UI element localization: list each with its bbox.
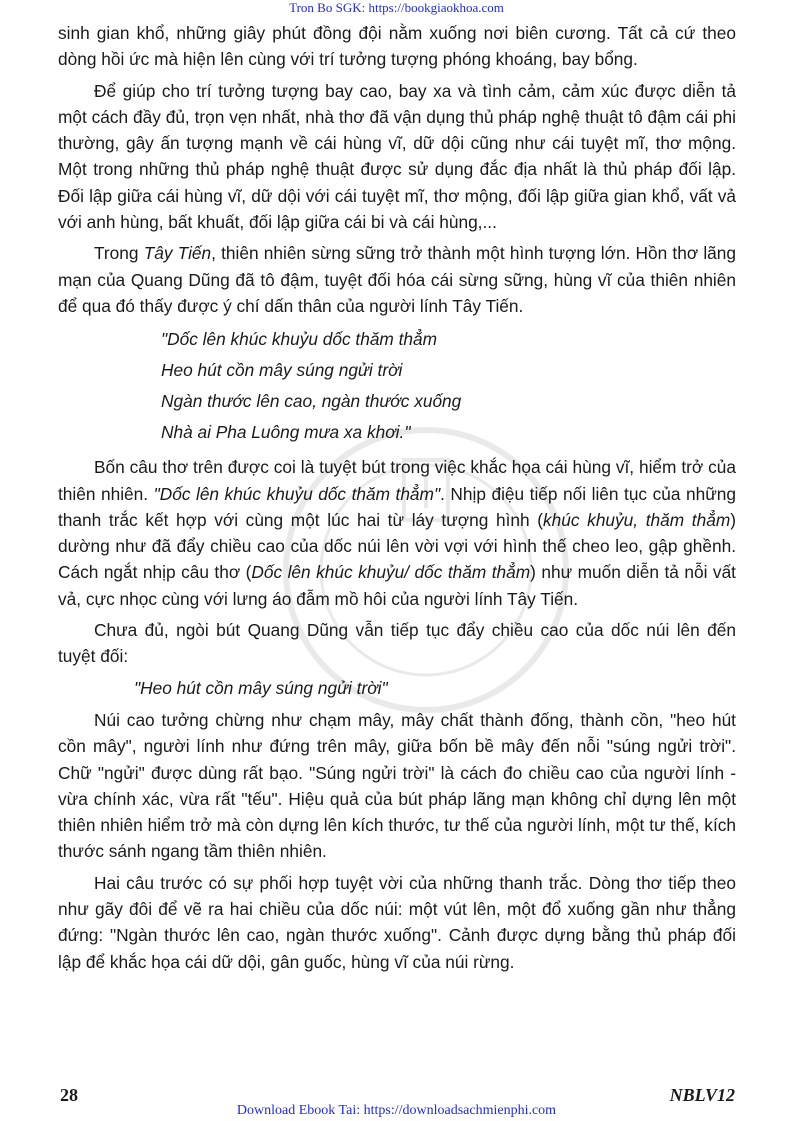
- poem-excerpt: [161, 324, 736, 448]
- poem-title: Tây Tiến: [143, 243, 212, 264]
- verse-line: Ngàn thước lên cao, ngàn thước xuống: [161, 391, 462, 412]
- verse-line: Heo hút cồn mây súng ngửi trời: [161, 360, 403, 381]
- paragraph-3: [58, 240, 736, 319]
- paragraph-4-part: Bốn câu thơ trên được coi là tuyệt bút trong việc khắc họa cái hùng vĩ, hiểm trở của thiên nhiên.: [58, 457, 736, 504]
- paragraph-1: sinh gian khổ, những giây phút đồng đội nằm xuống nơi biên cương. Tất cả cứ theo dòng hồi ức mà hiện lên cùng với trí tưởng tượng phóng khoáng, bay bổng.: [58, 23, 736, 70]
- paragraph-4-part: . Nhịp điệu tiếp nối liên tục của những thanh trắc kết hợp với cùng một lúc hai từ láy tượng hình (: [58, 483, 736, 530]
- paragraph-3-start: Trong: [94, 243, 144, 264]
- paragraph-7: Hai câu trước có sự phối hợp tuyệt vời của những thanh trắc. Dòng thơ tiếp theo như gãy đôi để vẽ ra hai chiều của dốc núi: một vút lên, một đổ xuống gần như thẳng đứng: "Ngàn thước lên cao, ngàn thước xuống". Cảnh được dựng bằng thủ pháp đối lập để khắc họa cái dữ dội, gân guốc, hùng vĩ của núi rừng.: [58, 872, 736, 972]
- paragraph-4-part: ) dường như đã đẩy chiều cao của dốc núi lên vời vợi với hình thế cheo leo, gập ghềnh. Cách ngắt nhịp câu thơ (: [58, 509, 736, 583]
- paragraph-3-end: , thiên nhiên sừng sững trở thành một hình tượng lớn. Hồn thơ lãng mạn của Quang Dũng đã tô đậm, tuyệt đối hóa cái sừng sững, hùng vĩ của thiên nhiên để qua đó thấy được ý chí dấn thân của người lính Tây Tiến.: [58, 243, 737, 316]
- verse-line: Nhà ai Pha Luông mưa xa khơi.": [161, 422, 411, 443]
- paragraph-6: Núi cao tưởng chừng như chạm mây, mây chất thành đống, thành cồn, "heo hút cồn mây", người lính như đứng trên mây, giữa bốn bề mây đến nỗi "súng ngửi trời". Chữ "ngửi" được dùng rất bạo. "Súng ngửi trời" là cách đo chiều cao của người lính - vừa chính xác, vừa rất "tếu". Hiệu quả của bút pháp lãng mạn không chỉ dựng lên một thiên nhiên hiểm trở mà còn dựng lên kích thước, tư thế của người lính, một tư thế, kích thước sánh ngang tầm thiên nhiên.: [58, 709, 736, 862]
- quoted-verse: "Heo hút cồn mây súng ngửi trời": [134, 677, 388, 698]
- paragraph-5: Chưa đủ, ngòi bút Quang Dũng vẫn tiếp tục đẩy chiều cao của dốc núi lên đến tuyệt đối:: [58, 620, 736, 667]
- paragraph-4-quote: "Dốc lên khúc khuỷu dốc thăm thẳm": [153, 483, 441, 504]
- paragraph-4: [58, 454, 736, 612]
- paragraph-2: Để giúp cho trí tưởng tượng bay cao, bay xa và tình cảm, cảm xúc được diễn tả một cách đầy đủ, trọn vẹn nhất, nhà thơ đã vận dụng thủ pháp nghệ thuật tô đậm cái phi thường, gây ấn tượng mạnh về cái hùng vĩ, dữ dội cũng như cái tuyệt mĩ, thơ mộng. Một trong những thủ pháp nghệ thuật được sử dụng đắc địa nhất là thủ pháp đối lập. Đối lập giữa cái hùng vĩ, dữ dội với cái tuyệt mĩ, thơ mộng, đối lập giữa gian khổ, vất vả với anh hùng, bất khuất, đối lập giữa cái bi và cái hùng,...: [58, 80, 736, 233]
- bottom-download-link[interactable]: Download Ebook Tai: https://downloadsachmienphi.com: [236, 1103, 557, 1118]
- paragraph-4-part: ) như muốn diễn tả nỗi vất vả, cực nhọc cùng với lưng áo đẫm mồ hôi của người lính Tây Tiến.: [58, 562, 736, 609]
- book-code: NBLV12: [669, 1085, 735, 1105]
- paragraph-4-italic: Dốc lên khúc khuỷu/ dốc thăm thẳm: [251, 562, 531, 583]
- verse-line: "Dốc lên khúc khuỷu dốc thăm thẳm: [161, 329, 438, 350]
- page-number: 28: [60, 1085, 78, 1105]
- page-content: [58, 20, 736, 980]
- top-source-link[interactable]: Tron Bo SGK: https://bookgiaokhoa.com: [289, 0, 504, 15]
- paragraph-4-italic: khúc khuỷu, thăm thẳm: [543, 509, 731, 530]
